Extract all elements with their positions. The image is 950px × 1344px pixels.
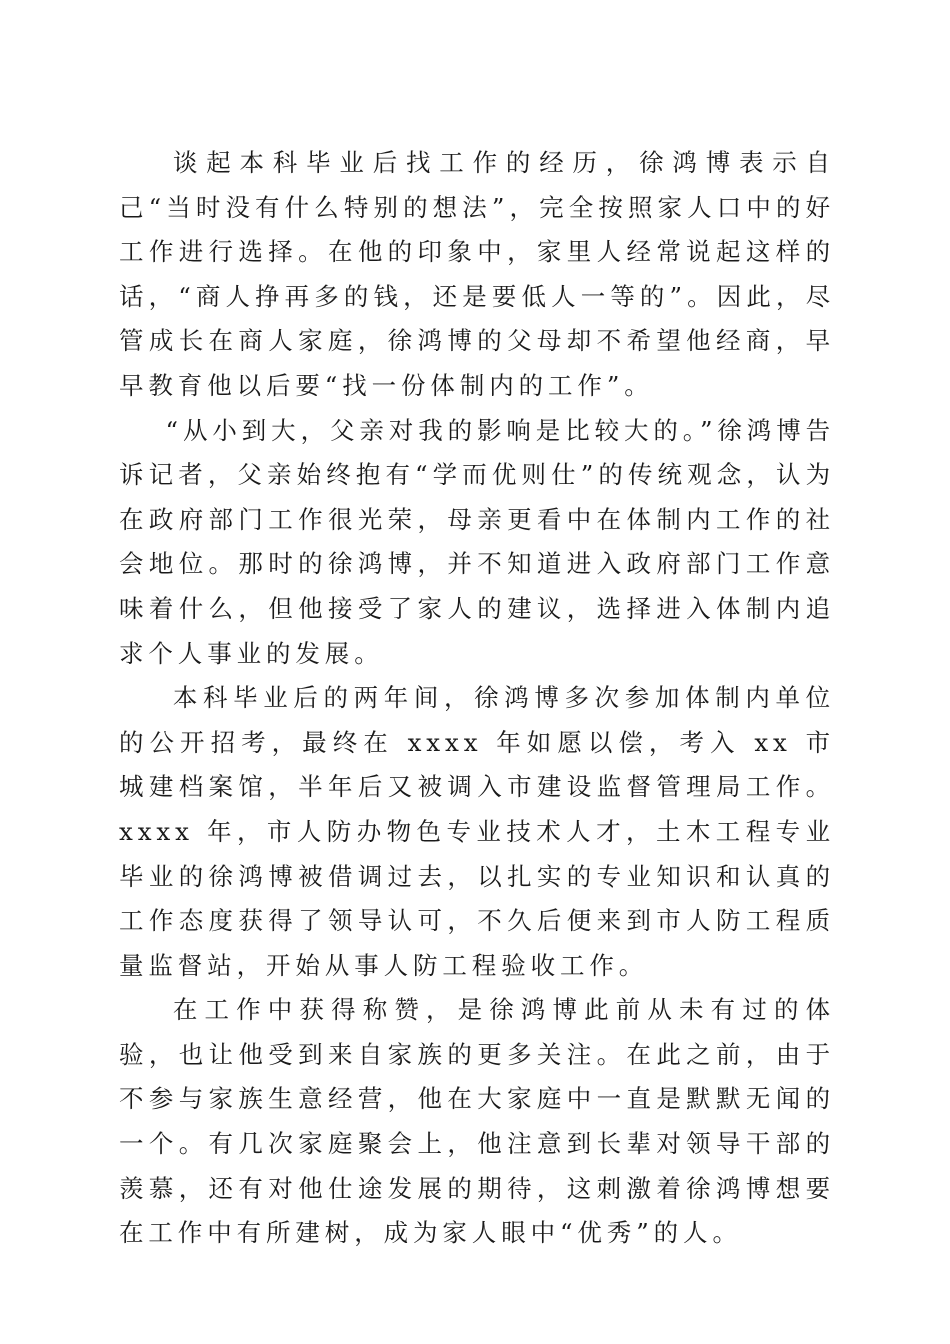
- paragraph-career-path: 本科毕业后的两年间，徐鸿博多次参加体制内单位的公开招考，最终在 xxxx 年如愿以偿，考入 xx 市城建档案馆，半年后又被调入市建设监督管理局工作。xxxx 年，市人防办物色专业技术人才，土木工程专业毕业的徐鸿博被借调过去，以扎实的专业知识和认真的工作态度获得了领导认可，不久后便来到市人防工程质量监督站，开始从事人防工程验收工作。: [119, 683, 835, 980]
- paragraph-father-influence: “从小到大，父亲对我的影响是比较大的。”徐鸿博告诉记者，父亲始终抱有“学而优则仕”的传统观念，认为在政府部门工作很光荣，母亲更看中在体制内工作的社会地位。那时的徐鸿博，并不知道进入政府部门工作意味着什么，但他接受了家人的建议，选择进入体制内追求个人事业的发展。: [119, 415, 835, 668]
- paragraph-family-attention: 在工作中获得称赞，是徐鸿博此前从未有过的体验，也让他受到来自家族的更多关注。在此之前，由于不参与家族生意经营，他在大家庭中一直是默默无闻的一个。有几次家庭聚会上，他注意到长辈对领导干部的羡慕，还有对他仕途发展的期待，这刺激着徐鸿博想要在工作中有所建树，成为家人眼中“优秀”的人。: [119, 995, 835, 1248]
- article-body: [119, 141, 835, 1256]
- paragraph-job-search: 谈起本科毕业后找工作的经历，徐鸿博表示自己“当时没有什么特别的想法”，完全按照家人口中的好工作进行选择。在他的印象中，家里人经常说起这样的话，“商人挣再多的钱，还是要低人一等的”。因此，尽管成长在商人家庭，徐鸿博的父母却不希望他经商，早早教育他以后要“找一份体制内的工作”。: [119, 148, 835, 400]
